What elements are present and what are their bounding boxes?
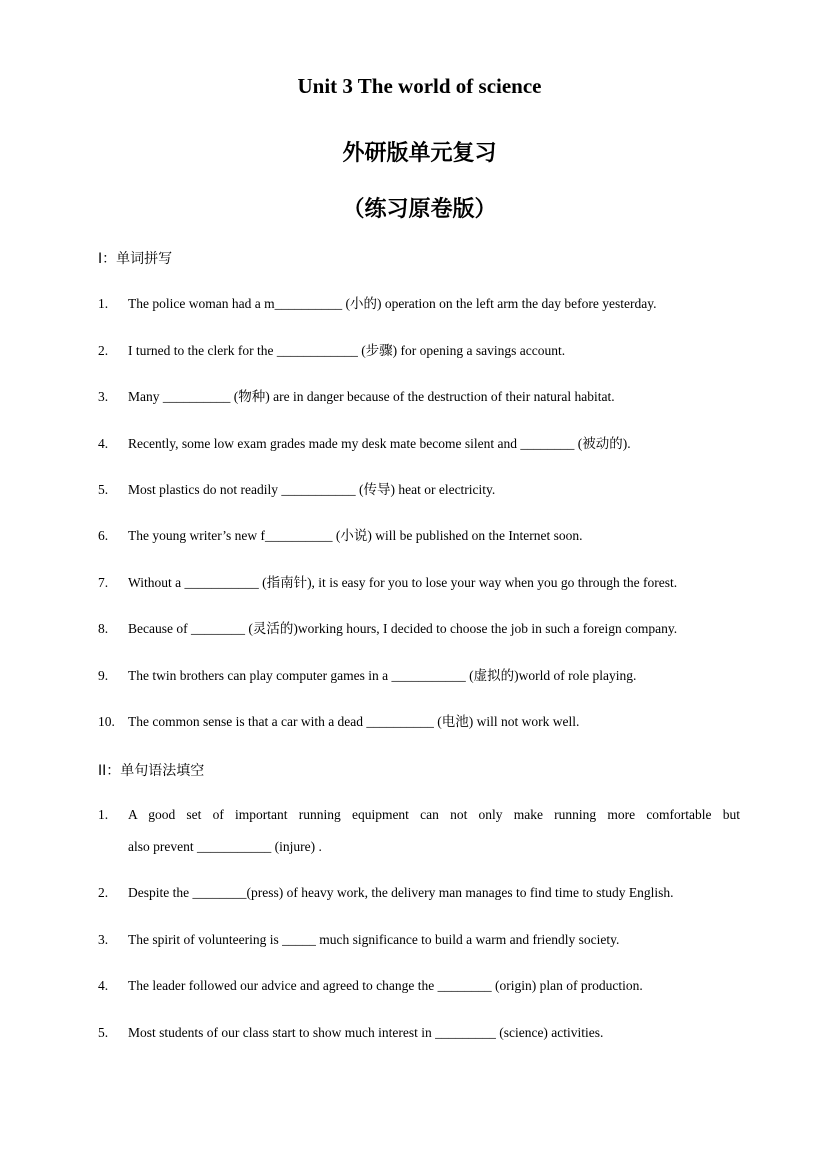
document-title: Unit 3 The world of science [297,74,542,98]
item-number: 5. [98,1025,109,1040]
item-number: 1. [98,807,109,822]
item-text: The twin brothers can play computer games in a ___________ (虚拟的)world of role playing. [128,668,637,683]
item-number: 3. [98,389,109,404]
item-number: 2. [98,885,109,900]
item-text: The spirit of volunteering is _____ much significance to build a warm and friendly society. [128,932,620,947]
section-heading-vocabulary: I：单词拼写 [98,251,173,267]
document-subtitle: 外研版单元复习 [342,140,497,165]
item-text: Despite the ________(press) of heavy work, the delivery man manages to find time to study English. [128,885,674,900]
item-text: I turned to the clerk for the ____________ (步骤) for opening a savings account. [128,343,566,358]
item-text: Most plastics do not readily ___________ (传导) heat or electricity. [128,482,496,497]
item-text: Most students of our class start to show much interest in _________ (science) activities. [128,1025,604,1040]
item-number: 1. [98,296,109,311]
item-number: 5. [98,482,109,497]
item-number: 6. [98,528,109,543]
item-number: 7. [98,575,109,590]
item-number: 4. [98,978,109,993]
item-text: Because of ________ (灵活的)working hours, I decided to choose the job in such a foreign company. [128,621,678,636]
item-number: 8. [98,621,109,636]
item-number: 4. [98,436,109,451]
item-number: 3. [98,932,109,947]
section-heading-grammar: II：单句语法填空 [98,763,205,779]
item-text: The leader followed our advice and agreed to change the ________ (origin) plan of production. [128,978,643,993]
item-text: Many __________ (物种) are in danger because of the destruction of their natural habitat. [128,389,615,404]
item-text: A good set of important running equipment can not only make running more comfortable but [128,807,740,822]
item-number: 9. [98,668,109,683]
item-text: The young writer’s new f__________ (小说) will be published on the Internet soon. [128,528,583,543]
item-text-continued: also prevent ___________ (injure) . [128,839,322,854]
item-text: Without a ___________ (指南针), it is easy for you to lose your way when you go through the forest. [128,575,678,590]
item-text: The common sense is that a car with a dead __________ (电池) will not work well. [128,714,580,729]
document-version: （练习原卷版） [342,196,497,221]
item-number: 10. [98,714,115,729]
item-text: The police woman had a m__________ (小的) operation on the left arm the day before yesterday. [128,296,657,311]
item-number: 2. [98,343,109,358]
item-text: Recently, some low exam grades made my desk mate become silent and ________ (被动的). [128,436,631,451]
